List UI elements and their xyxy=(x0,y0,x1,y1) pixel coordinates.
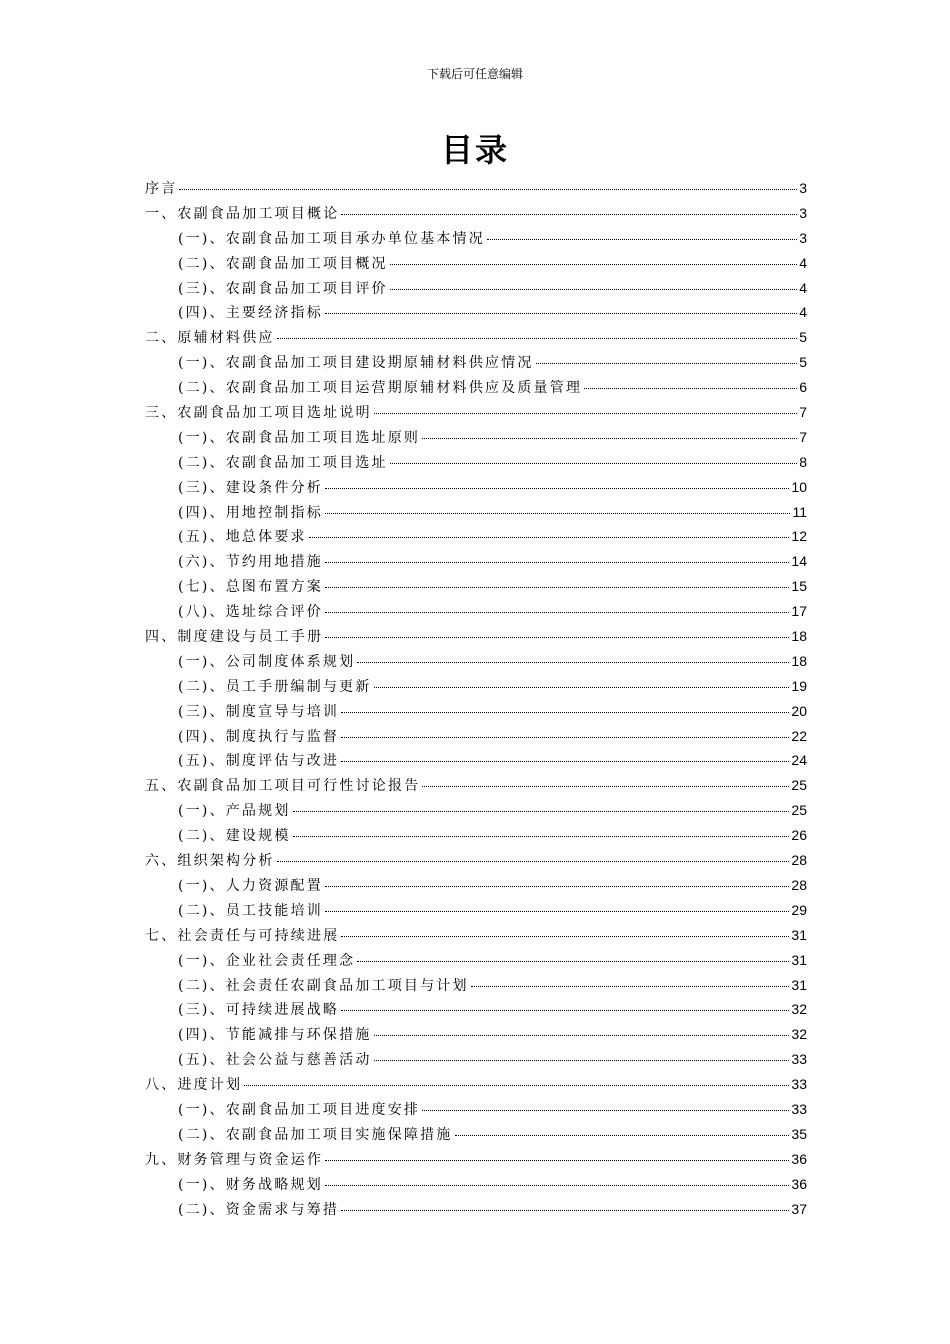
toc-entry-page-number: 35 xyxy=(791,1125,807,1142)
toc-entry-page-number: 36 xyxy=(791,1150,807,1167)
toc-entry-page-number: 5 xyxy=(799,329,807,346)
toc-entry[interactable] xyxy=(145,375,807,400)
toc-entry-page-number: 22 xyxy=(791,727,807,744)
toc-dot-leader xyxy=(325,548,789,563)
toc-entry-page-number: 33 xyxy=(791,1100,807,1117)
toc-entry-label: (一)、人力资源配置 xyxy=(178,877,323,894)
toc-entry-page-number: 28 xyxy=(791,852,807,869)
toc-dot-leader xyxy=(325,623,789,638)
toc-dot-leader xyxy=(179,175,797,190)
toc-dot-leader xyxy=(325,299,797,314)
toc-entry[interactable] xyxy=(145,1072,807,1097)
toc-entry-page-number: 10 xyxy=(791,478,807,495)
toc-entry-label: (四)、节能减排与环保措施 xyxy=(178,1027,372,1044)
toc-entry-label: (四)、制度执行与监督 xyxy=(178,728,340,745)
toc-entry-label: (五)、社会公益与慈善活动 xyxy=(178,1052,372,1069)
toc-dot-leader xyxy=(309,523,790,538)
toc-entry-page-number: 7 xyxy=(799,404,807,421)
toc-dot-leader xyxy=(390,275,797,290)
toc-entry-page-number: 11 xyxy=(792,503,807,520)
toc-entry-page-number: 32 xyxy=(791,1026,807,1043)
toc-entry[interactable] xyxy=(145,300,807,325)
toc-dot-leader xyxy=(293,822,790,837)
toc-entry[interactable] xyxy=(145,450,807,475)
toc-entry[interactable] xyxy=(145,325,807,350)
toc-entry[interactable] xyxy=(145,350,807,375)
toc-entry-label: 四、制度建设与员工手册 xyxy=(145,629,324,646)
toc-entry[interactable] xyxy=(145,923,807,948)
toc-entry[interactable] xyxy=(145,425,807,450)
toc-entry-page-number: 28 xyxy=(791,876,807,893)
toc-entry[interactable] xyxy=(145,674,807,699)
toc-dot-leader xyxy=(325,1146,789,1161)
toc-dot-leader xyxy=(341,698,789,713)
toc-entry-label: (四)、用地控制指标 xyxy=(178,504,323,521)
toc-dot-leader xyxy=(325,474,789,489)
toc-entry-label: (六)、节约用地措施 xyxy=(178,554,323,571)
toc-entry-page-number: 18 xyxy=(791,628,807,645)
toc-entry[interactable] xyxy=(145,251,807,276)
toc-entry-page-number: 37 xyxy=(791,1200,807,1217)
toc-dot-leader xyxy=(357,947,789,962)
toc-entry[interactable] xyxy=(145,699,807,724)
toc-entry-page-number: 12 xyxy=(791,528,807,545)
toc-dot-leader xyxy=(390,449,797,464)
toc-dot-leader xyxy=(374,1046,790,1061)
toc-dot-leader xyxy=(325,598,789,613)
toc-entry-label: (五)、制度评估与改进 xyxy=(178,753,340,770)
toc-entry-page-number: 3 xyxy=(799,229,807,246)
toc-entry[interactable] xyxy=(145,948,807,973)
toc-dot-leader xyxy=(277,324,798,339)
toc-entry[interactable] xyxy=(145,1097,807,1122)
toc-entry[interactable] xyxy=(145,973,807,998)
toc-entry[interactable] xyxy=(145,798,807,823)
toc-entry-page-number: 5 xyxy=(799,354,807,371)
toc-dot-leader xyxy=(584,374,797,389)
toc-entry[interactable] xyxy=(145,1197,807,1222)
toc-entry-page-number: 6 xyxy=(799,379,807,396)
toc-entry[interactable] xyxy=(145,748,807,773)
toc-entry-label: (三)、农副食品加工项目评价 xyxy=(178,280,388,297)
toc-entry-label: (二)、建设规模 xyxy=(178,828,291,845)
toc-dot-leader xyxy=(536,349,798,364)
toc-entry[interactable] xyxy=(145,524,807,549)
toc-entry-label: (二)、资金需求与筹措 xyxy=(178,1201,340,1218)
toc-entry-label: 九、财务管理与资金运作 xyxy=(145,1151,324,1168)
toc-entry-label: (二)、农副食品加工项目运营期原辅材料供应及质量管理 xyxy=(178,380,583,397)
toc-entry[interactable] xyxy=(145,848,807,873)
toc-entry-page-number: 31 xyxy=(791,976,807,993)
toc-entry[interactable] xyxy=(145,873,807,898)
toc-dot-leader xyxy=(293,797,790,812)
toc-dot-leader xyxy=(374,1021,790,1036)
toc-entry-page-number: 26 xyxy=(791,827,807,844)
toc-entry[interactable] xyxy=(145,599,807,624)
toc-dot-leader xyxy=(341,747,789,762)
toc-entry-label: (一)、农副食品加工项目进度安排 xyxy=(178,1101,421,1118)
toc-entry-page-number: 25 xyxy=(791,777,807,794)
page-title: 目录 xyxy=(440,131,509,169)
toc-dot-leader xyxy=(390,250,797,265)
toc-entry[interactable] xyxy=(145,574,807,599)
toc-entry-page-number: 4 xyxy=(799,254,807,271)
toc-entry-page-number: 36 xyxy=(791,1175,807,1192)
toc-entry-page-number: 31 xyxy=(791,926,807,943)
toc-entry-page-number: 15 xyxy=(791,578,807,595)
toc-entry-label: (五)、地总体要求 xyxy=(178,529,307,546)
toc-entry-label: (四)、主要经济指标 xyxy=(178,305,323,322)
toc-entry-label: (一)、财务战略规划 xyxy=(178,1176,323,1193)
toc-entry-page-number: 25 xyxy=(791,802,807,819)
toc-entry[interactable] xyxy=(145,1022,807,1047)
toc-entry-label: (三)、建设条件分析 xyxy=(178,479,323,496)
toc-dot-leader xyxy=(325,573,789,588)
toc-entry-page-number: 4 xyxy=(799,304,807,321)
toc-entry[interactable] xyxy=(145,823,807,848)
toc-entry[interactable] xyxy=(145,898,807,923)
toc-entry[interactable] xyxy=(145,1147,807,1172)
toc-entry-label: 七、社会责任与可持续进展 xyxy=(145,927,340,944)
toc-entry-page-number: 17 xyxy=(791,603,807,620)
toc-entry-page-number: 3 xyxy=(799,180,807,196)
toc-entry-label: (三)、可持续进展战略 xyxy=(178,1002,340,1019)
toc-entry[interactable] xyxy=(145,724,807,749)
toc-dot-leader xyxy=(374,673,790,688)
toc-entry[interactable] xyxy=(145,624,807,649)
toc-dot-leader xyxy=(325,872,789,887)
toc-entry-label: (一)、产品规划 xyxy=(178,803,291,820)
toc-entry[interactable] xyxy=(145,1122,807,1147)
toc-entry-label: (三)、制度宣导与培训 xyxy=(178,703,340,720)
toc-entry-label: 序言 xyxy=(145,181,178,197)
toc-entry-label: (二)、员工技能培训 xyxy=(178,902,323,919)
toc-entry-page-number: 3 xyxy=(799,204,807,221)
toc-entry-label: 六、组织架构分析 xyxy=(145,853,275,870)
toc-entry-label: (二)、农副食品加工项目概况 xyxy=(178,255,388,272)
toc-dot-leader xyxy=(487,225,797,240)
toc-entry[interactable] xyxy=(145,549,807,574)
toc-dot-leader xyxy=(325,897,789,912)
toc-dot-leader xyxy=(341,922,789,937)
toc-entry[interactable] xyxy=(145,500,807,525)
toc-entry-page-number: 18 xyxy=(791,652,807,669)
toc-entry[interactable] xyxy=(145,1047,807,1072)
toc-dot-leader xyxy=(325,1171,789,1186)
toc-entry-page-number: 29 xyxy=(791,901,807,918)
toc-dot-leader xyxy=(455,1121,790,1136)
toc-entry-label: 五、农副食品加工项目可行性讨论报告 xyxy=(145,778,421,795)
toc-dot-leader xyxy=(277,847,790,862)
toc-entry-label: (一)、农副食品加工项目建设期原辅材料供应情况 xyxy=(178,355,534,372)
toc-entry[interactable] xyxy=(145,201,807,226)
toc-dot-leader xyxy=(422,424,797,439)
toc-entry[interactable] xyxy=(145,400,807,425)
toc-entry[interactable] xyxy=(145,1172,807,1197)
toc-dot-leader xyxy=(357,648,789,663)
toc-entry[interactable] xyxy=(145,997,807,1022)
toc-entry-label: 二、原辅材料供应 xyxy=(145,330,275,347)
toc-entry-page-number: 24 xyxy=(791,752,807,769)
table-of-contents xyxy=(145,176,807,1221)
toc-dot-leader xyxy=(341,996,789,1011)
toc-dot-leader xyxy=(422,772,789,787)
toc-entry-label: (二)、社会责任农副食品加工项目与计划 xyxy=(178,977,469,994)
toc-entry-page-number: 19 xyxy=(791,677,807,694)
toc-entry-label: (二)、农副食品加工项目选址 xyxy=(178,454,388,471)
toc-dot-leader xyxy=(244,1071,789,1086)
toc-entry-page-number: 33 xyxy=(791,1051,807,1068)
toc-entry[interactable] xyxy=(145,226,807,251)
toc-entry-label: (七)、总图布置方案 xyxy=(178,579,323,596)
toc-entry[interactable] xyxy=(145,649,807,674)
toc-entry-label: (一)、企业社会责任理念 xyxy=(178,952,356,969)
toc-entry[interactable] xyxy=(145,176,807,201)
toc-entry-page-number: 14 xyxy=(791,553,807,570)
toc-dot-leader xyxy=(374,399,797,414)
toc-entry-page-number: 20 xyxy=(791,702,807,719)
toc-entry[interactable] xyxy=(145,773,807,798)
toc-entry-label: (一)、农副食品加工项目承办单位基本情况 xyxy=(178,230,485,247)
toc-dot-leader xyxy=(422,1096,789,1111)
toc-entry[interactable] xyxy=(145,475,807,500)
toc-entry-page-number: 32 xyxy=(791,1001,807,1018)
toc-dot-leader xyxy=(341,200,797,215)
toc-entry-label: (二)、农副食品加工项目实施保障措施 xyxy=(178,1126,453,1143)
toc-dot-leader xyxy=(471,972,790,987)
page-header: 下载后可任意编辑 xyxy=(426,67,523,81)
toc-dot-leader xyxy=(325,499,791,514)
toc-entry-label: (八)、选址综合评价 xyxy=(178,604,323,621)
toc-entry-page-number: 8 xyxy=(799,453,807,470)
toc-dot-leader xyxy=(341,723,789,738)
toc-entry-label: (一)、农副食品加工项目选址原则 xyxy=(178,429,421,446)
toc-entry-page-number: 7 xyxy=(799,428,807,445)
toc-entry-page-number: 4 xyxy=(799,279,807,296)
toc-entry-label: (一)、公司制度体系规划 xyxy=(178,653,356,670)
toc-entry-page-number: 31 xyxy=(791,951,807,968)
toc-dot-leader xyxy=(341,1196,789,1211)
toc-entry[interactable] xyxy=(145,276,807,301)
toc-entry-label: 三、农副食品加工项目选址说明 xyxy=(145,405,372,422)
toc-entry-label: (二)、员工手册编制与更新 xyxy=(178,678,372,695)
toc-entry-label: 一、农副食品加工项目概论 xyxy=(145,205,340,222)
toc-entry-label: 八、进度计划 xyxy=(145,1077,243,1094)
toc-entry-page-number: 33 xyxy=(791,1076,807,1093)
